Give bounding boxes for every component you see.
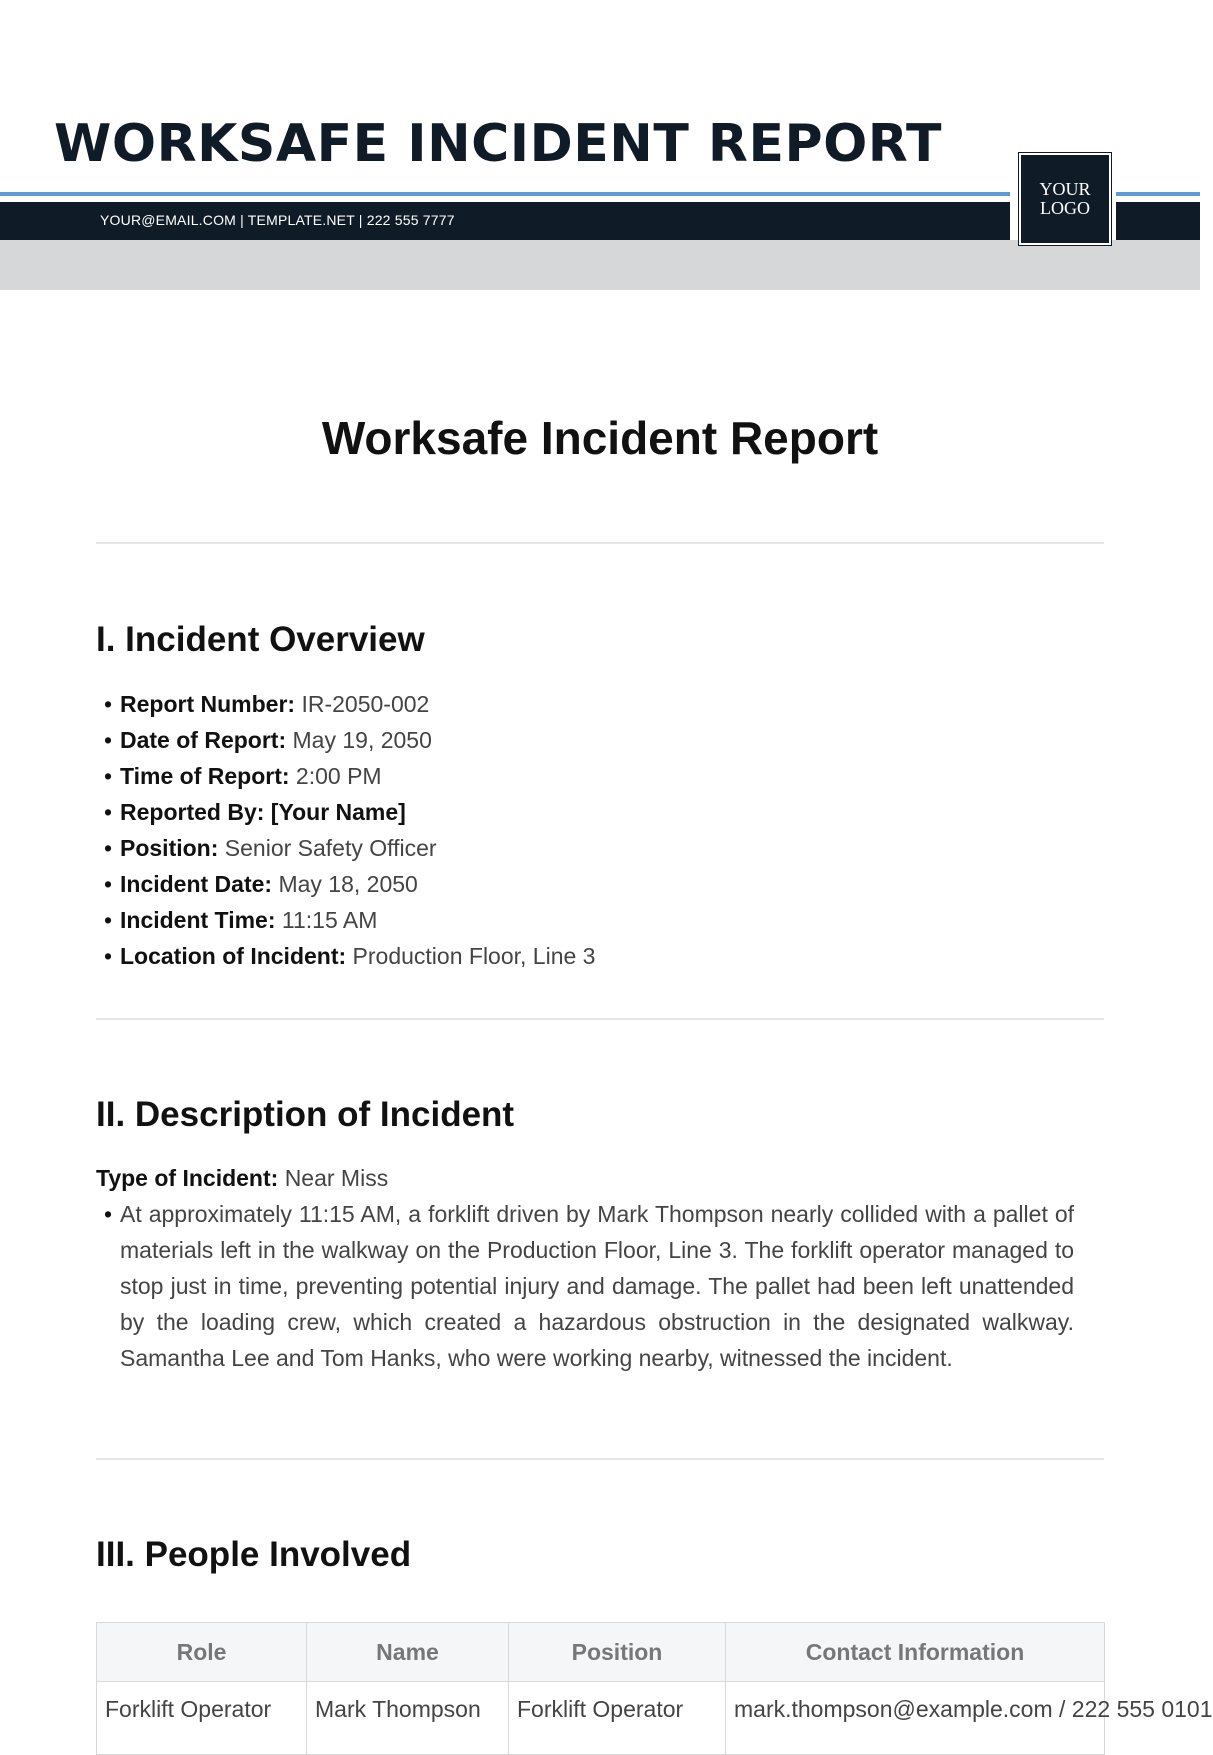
field-label: Incident Date: [120,871,273,897]
description-paragraph: • At approximately 11:15 AM, a forklift driven by Mark Thompson nearly collided with a pallet of materials left in the walkway on the Production Floor, Line 3. The forklift operator managed to stop just in time, preventing potential injury and damage. The pallet had been left unattended by the loading crew, which created a hazardous obstruction in the designated walkway. Samantha Lee and Tom Hanks, who were working nearby, witnessed the incident. [96,1196,1074,1376]
column-header: Contact Information [726,1623,1105,1682]
overview-item [96,722,595,758]
field-value: 11:15 AM [281,907,378,933]
section-heading-description: II. Description of Incident [96,1095,515,1134]
logo [1019,153,1111,245]
divider [96,1458,1104,1460]
document-title: Worksafe Incident Report [321,412,879,464]
field-label: Incident Time: [120,907,276,933]
people-table [96,1622,1213,1755]
accent-line [0,192,1010,196]
overview-item [96,794,595,830]
contact-line: YOUR@EMAIL.COM | TEMPLATE.NET | 222 555 7777 [100,212,455,228]
description-list [96,1196,1074,1376]
field-label: Time of Report: [120,763,290,789]
field-label: Date of Report: [120,727,287,753]
table-cell: Mark Thompson [307,1682,509,1755]
accent-line [1116,192,1200,196]
header-band [0,240,1200,290]
table-cell: Forklift Operator [97,1682,307,1755]
field-value: Near Miss [284,1165,389,1191]
overview-item [96,866,595,902]
section-heading-overview: I. Incident Overview [96,620,425,659]
banner-title: WORKSAFE INCIDENT REPORT [54,114,942,174]
field-value: May 19, 2050 [292,727,432,753]
column-header: Role [97,1623,307,1682]
field-label: Report Number: [120,691,296,717]
table-cell: Forklift Operator [509,1682,726,1755]
table-header-row [97,1623,1105,1682]
section-heading-people: III. People Involved [96,1535,412,1574]
table-cell: mark.thompson@example.com / 222 555 0101 [726,1682,1105,1755]
field-value: [Your Name] [270,799,406,825]
contact-bar [1116,202,1200,240]
overview-item [96,902,595,938]
field-label: Location of Incident: [120,943,347,969]
column-header: Position [509,1623,726,1682]
overview-list [96,686,595,974]
divider [96,1018,1104,1020]
incident-type [96,1160,388,1196]
field-value: IR-2050-002 [301,691,430,717]
overview-item [96,938,595,974]
field-value: Production Floor, Line 3 [352,943,596,969]
table-row [97,1682,1105,1755]
logo-text: YOUR LOGO [1039,179,1091,218]
overview-item [96,830,595,866]
field-value: Senior Safety Officer [224,835,437,861]
field-label: Position: [120,835,219,861]
divider [96,542,1104,544]
overview-item [96,686,595,722]
field-label: Reported By: [120,799,265,825]
field-value: May 18, 2050 [278,871,418,897]
column-header: Name [307,1623,509,1682]
overview-item [96,758,595,794]
field-label: Type of Incident: [96,1165,279,1191]
field-value: 2:00 PM [295,763,382,789]
